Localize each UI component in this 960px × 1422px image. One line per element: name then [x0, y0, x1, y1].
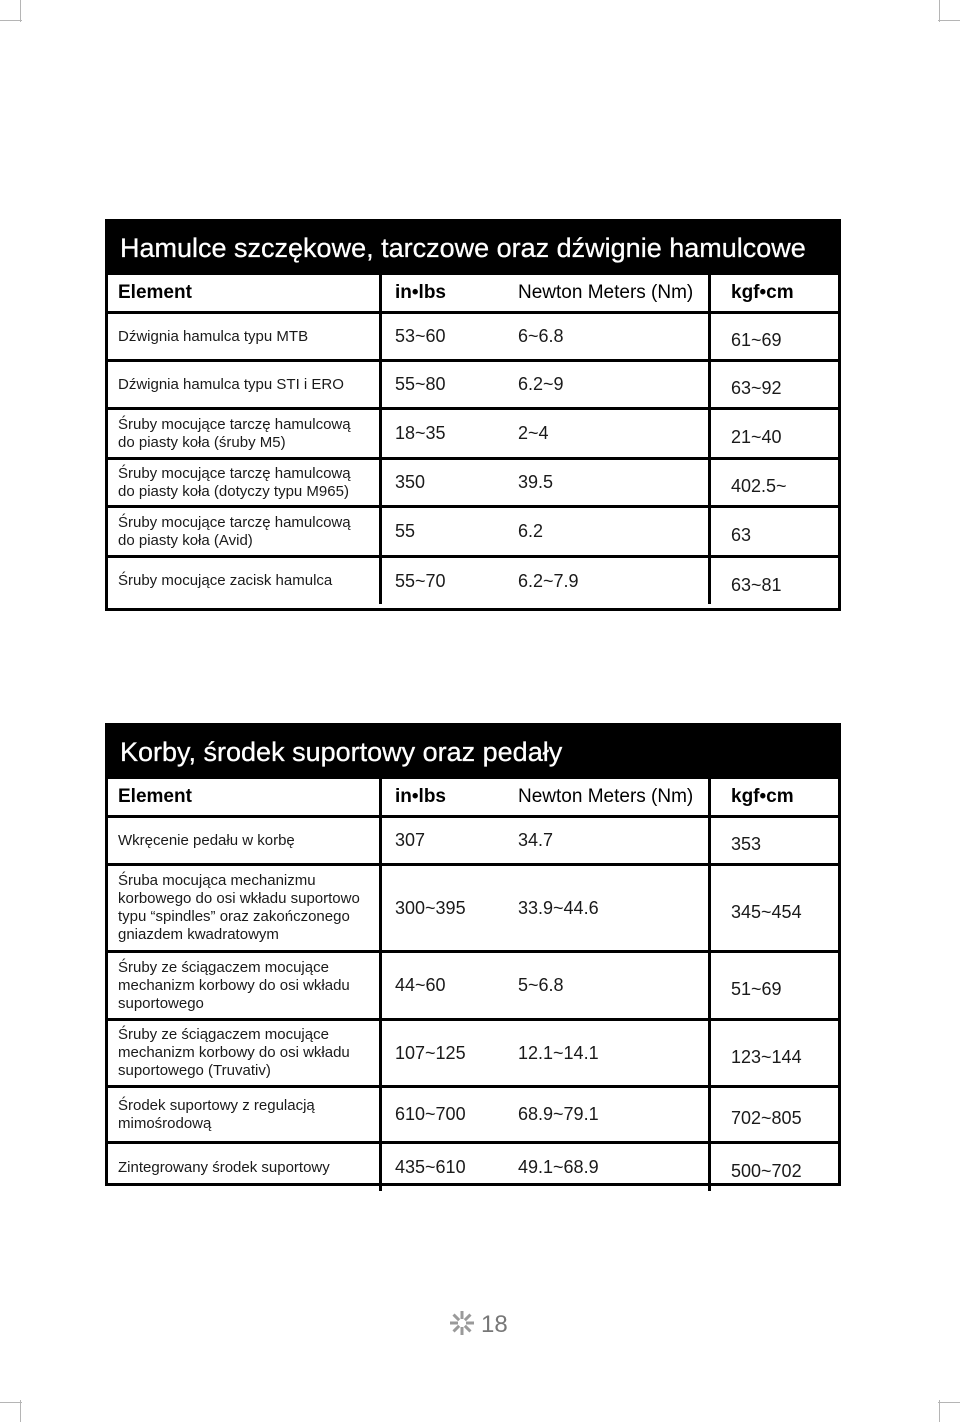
table-row	[108, 1085, 838, 1141]
element-name-line: suportowego (Truvativ)	[118, 1062, 271, 1079]
element-name-line: Śruby mocujące tarczę hamulcową	[118, 513, 351, 531]
element-name-line: mechanizm korbowy do osi wkładu	[118, 1044, 350, 1061]
inlbs-cell	[382, 953, 506, 1018]
element-name-line: typu “spindles” oraz zakończonego	[118, 908, 350, 925]
crop-mark	[938, 1402, 960, 1403]
cranks-torque-table	[105, 723, 841, 1186]
element-name-line: Zintegrowany środek suportowy	[118, 1158, 330, 1176]
kgfcm-cell	[711, 508, 838, 555]
inlbs-value: 300~395	[395, 897, 466, 918]
element-name-line: gniazdem kwadratowym	[118, 926, 279, 943]
nm-cell	[506, 1088, 711, 1141]
inlbs-value: 53~60	[395, 326, 446, 346]
table-row	[108, 311, 838, 359]
element-name-line: do piasty koła (Avid)	[118, 531, 253, 549]
inlbs-value: 307	[395, 830, 426, 850]
crop-mark	[0, 20, 22, 21]
kgfcm-value: 63	[731, 525, 752, 545]
kgfcm-cell	[711, 314, 838, 359]
crop-mark	[938, 20, 960, 21]
kgfcm-value: 500~702	[731, 1161, 802, 1181]
kgfcm-cell	[711, 866, 838, 950]
nm-value: 2~4	[518, 423, 549, 443]
nm-cell	[506, 866, 711, 950]
kgfcm-cell	[711, 1088, 838, 1141]
inlbs-cell	[382, 1088, 506, 1141]
kgfcm-cell	[711, 460, 838, 505]
kgfcm-value: 51~69	[731, 979, 782, 999]
table-row	[108, 359, 838, 407]
header-element: Element	[108, 275, 382, 311]
brakes-torque-table	[105, 219, 841, 611]
crop-mark	[939, 0, 940, 22]
nm-cell	[506, 410, 711, 457]
table-title: Hamulce szczękowe, tarczowe oraz dźwignie hamulcowe	[108, 222, 838, 275]
nm-value: 6~6.8	[518, 326, 564, 346]
table-title: Korby, środek suportowy oraz pedały	[108, 726, 838, 779]
crop-mark	[939, 1400, 940, 1422]
header-kgfcm: kgf•cm	[731, 282, 794, 303]
kgfcm-value: 21~40	[731, 427, 782, 447]
element-name-line: Dźwignia hamulca typu STI i ERO	[118, 375, 344, 393]
nm-cell	[506, 508, 711, 555]
table-row	[108, 863, 838, 950]
table-row	[108, 815, 838, 863]
table-row	[108, 950, 838, 1018]
nm-cell	[506, 558, 711, 604]
kgfcm-value: 63~92	[731, 378, 782, 398]
page-number: 18	[481, 1311, 508, 1338]
inlbs-cell	[382, 1021, 506, 1085]
inlbs-cell	[382, 410, 506, 457]
sun-burst-icon	[449, 1310, 475, 1341]
nm-value: 6.2~7.9	[518, 570, 579, 591]
element-name-line: Środek suportowy z regulacją	[118, 1096, 315, 1114]
element-name-line: Wkręcenie pedału w korbę	[118, 831, 295, 849]
inlbs-value: 55~70	[395, 570, 446, 591]
inlbs-cell	[382, 866, 506, 950]
inlbs-value: 350	[395, 472, 426, 492]
kgfcm-cell	[711, 818, 838, 863]
element-name-cell	[108, 1144, 382, 1191]
table-row	[108, 555, 838, 604]
element-name-line: mechanizm korbowy do osi wkładu	[118, 976, 350, 994]
element-name-line: Dźwignia hamulca typu MTB	[118, 327, 309, 345]
element-name-line: Śruby mocujące zacisk hamulca	[118, 572, 333, 589]
table-row	[108, 505, 838, 555]
inlbs-cell	[382, 558, 506, 604]
nm-value: 5~6.8	[518, 975, 564, 995]
element-name-line: Śruby ze ściągaczem mocujące	[118, 958, 329, 976]
element-name-line: Śruby mocujące tarczę hamulcową	[118, 464, 351, 482]
header-kgfcm: kgf•cm	[731, 786, 794, 807]
element-name-cell	[108, 362, 382, 407]
table-row	[108, 1018, 838, 1085]
inlbs-value: 435~610	[395, 1157, 466, 1177]
kgfcm-value: 702~805	[731, 1108, 802, 1128]
crop-mark	[20, 1400, 21, 1422]
nm-value: 6.2~9	[518, 374, 564, 394]
nm-value: 33.9~44.6	[518, 897, 599, 918]
element-name-line: Śruba mocująca mechanizmu	[118, 872, 316, 889]
element-name-cell	[108, 314, 382, 359]
inlbs-cell	[382, 1144, 506, 1191]
nm-value: 6.2	[518, 521, 544, 541]
crop-mark	[20, 0, 21, 22]
element-name-cell	[108, 866, 382, 950]
kgfcm-value: 123~144	[731, 1046, 802, 1067]
header-inlbs: in•lbs	[395, 282, 446, 303]
element-name-cell	[108, 558, 382, 604]
nm-cell	[506, 818, 711, 863]
element-name-cell	[108, 953, 382, 1018]
element-name-line: do piasty koła (dotyczy typu M965)	[118, 482, 349, 500]
header-nm: Newton Meters (Nm)	[506, 779, 711, 815]
nm-value: 68.9~79.1	[518, 1104, 599, 1124]
element-name-cell	[108, 1021, 382, 1085]
inlbs-value: 610~700	[395, 1104, 466, 1124]
kgfcm-value: 353	[731, 834, 762, 854]
table-header-row	[108, 779, 838, 815]
element-name-cell	[108, 410, 382, 457]
table-row	[108, 457, 838, 505]
element-name-cell	[108, 818, 382, 863]
element-name-line: mimośrodową	[118, 1114, 212, 1132]
table-header-row	[108, 275, 838, 311]
nm-cell	[506, 460, 711, 505]
kgfcm-cell	[711, 1021, 838, 1085]
nm-value: 12.1~14.1	[518, 1042, 599, 1063]
table-row	[108, 1141, 838, 1191]
nm-value: 34.7	[518, 830, 554, 850]
kgfcm-value: 402.5~	[731, 476, 787, 496]
element-name-cell	[108, 508, 382, 555]
kgfcm-value: 61~69	[731, 330, 782, 350]
element-name-line: Śruby mocujące tarczę hamulcową	[118, 415, 351, 433]
inlbs-cell	[382, 314, 506, 359]
nm-cell	[506, 362, 711, 407]
element-name-line: korbowego do osi wkładu suportowo	[118, 890, 360, 907]
table-row	[108, 407, 838, 457]
nm-cell	[506, 953, 711, 1018]
kgfcm-cell	[711, 558, 838, 604]
header-nm: Newton Meters (Nm)	[506, 275, 711, 311]
nm-value: 39.5	[518, 472, 554, 492]
inlbs-cell	[382, 818, 506, 863]
nm-value: 49.1~68.9	[518, 1157, 599, 1177]
element-name-line: suportowego	[118, 994, 204, 1012]
header-inlbs: in•lbs	[395, 786, 446, 807]
element-name-cell	[108, 460, 382, 505]
inlbs-value: 55	[395, 521, 416, 541]
nm-cell	[506, 314, 711, 359]
kgfcm-value: 63~81	[731, 574, 782, 595]
header-element: Element	[108, 779, 382, 815]
inlbs-value: 18~35	[395, 423, 446, 443]
kgfcm-cell	[711, 410, 838, 457]
crop-mark	[0, 1402, 22, 1403]
inlbs-cell	[382, 460, 506, 505]
inlbs-cell	[382, 508, 506, 555]
kgfcm-cell	[711, 953, 838, 1018]
nm-cell	[506, 1144, 711, 1191]
nm-cell	[506, 1021, 711, 1085]
kgfcm-value: 345~454	[731, 901, 802, 922]
element-name-line: do piasty koła (śruby M5)	[118, 433, 286, 451]
inlbs-value: 55~80	[395, 374, 446, 394]
kgfcm-cell	[711, 1144, 838, 1191]
kgfcm-cell	[711, 362, 838, 407]
element-name-line: Śruby ze ściągaczem mocujące	[118, 1026, 329, 1043]
inlbs-value: 44~60	[395, 975, 446, 995]
inlbs-value: 107~125	[395, 1042, 466, 1063]
inlbs-cell	[382, 362, 506, 407]
element-name-cell	[108, 1088, 382, 1141]
page-footer	[449, 1310, 508, 1340]
